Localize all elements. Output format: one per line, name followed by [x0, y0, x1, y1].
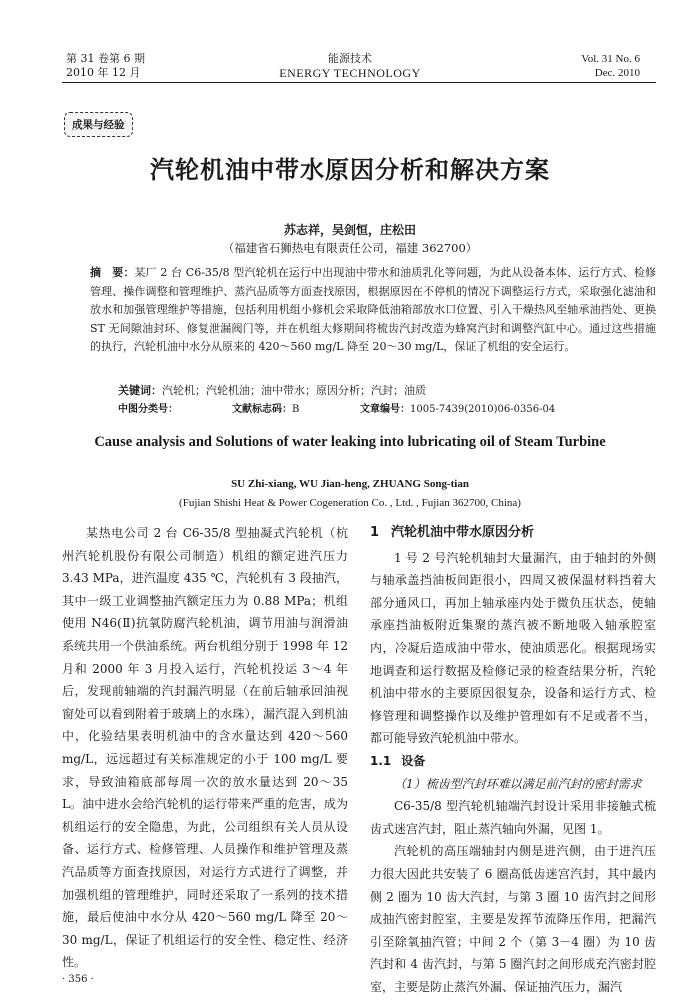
- article-number-label: 文章编号：: [360, 404, 410, 415]
- header-journal-en: ENERGY TECHNOLOGY: [279, 66, 421, 80]
- english-affiliation: (Fujian Shishi Heat & Power Cogeneration Co. , Ltd. , Fujian 362700, China): [179, 497, 521, 509]
- article-number-value: 1005-7439(2010)06-0356-04: [410, 404, 556, 415]
- header-date-en: Dec. 2010: [594, 67, 640, 79]
- clc-number: [118, 400, 178, 415]
- abstract-label: 摘 要：: [90, 266, 135, 279]
- article-number: [360, 400, 555, 415]
- article-title: 汽轮机油中带水原因分析和解决方案: [150, 156, 550, 184]
- section-number: 1: [370, 525, 380, 540]
- english-title: Cause analysis and Solutions of water leaking into lubricating oil of Steam Turbine: [94, 434, 606, 450]
- keywords: [118, 382, 426, 398]
- subsection-number: 1.1: [370, 753, 392, 768]
- header-volume: 第 31 卷第 6 期: [66, 52, 145, 65]
- section-title: 汽轮机油中带水原因分析: [391, 525, 535, 540]
- keywords-text: 汽轮机；汽轮机油；油中带水；原因分析；汽封；油质: [162, 384, 426, 397]
- intro-paragraph: 某热电公司 2 台 C6-35/8 型抽凝式汽轮机（杭州汽轮机股份有限公司制造）机组的额定进汽压力 3.43 MPa，进汽温度 435 ℃，汽轮机有 3 段抽汽，其中一级工业调整抽汽额定压力为 0.88 MPa；机组使用 N46(Ⅱ)抗氧防腐汽轮机油，调节用油与润滑油系统共用一个供油系统。两台机组分别于 1998 年 12 月和 2000 年 3 月投入运行，汽轮机投运 3～4 年后，发现前轴端的汽封漏汽明显（在前后轴承回油视窗处可以看到附着于玻璃上的水珠），漏汽混入到机油中，化验结果表明机油中的含水量达到 420～560 mg/L，远远超过有关标准规定的小于 100 mg/L 要求，导致油箱底部每周一次的放水量达到 20～35 L。油中进水会给汽轮机的运行带来严重的危害，成为机组运行的安全隐患，为此，公司组织有关人员从设备、运行方式、检修管理、人员操作和维护管理及蒸汽品质等方面查找原因，对运行方式进行了调整，并加强机组的管理维护，同时还采取了一系列的技术措施，最后使油中水分从 420～560 mg/L 降至 20～30 mg/L，保证了机组运行的安全性、稳定性、经济性。: [62, 526, 348, 970]
- doc-code-label: 文献标志码：: [232, 404, 292, 415]
- header-vol-no: Vol. 31 No. 6: [581, 53, 640, 65]
- header-rule: [62, 82, 656, 83]
- subsection-heading: [370, 750, 656, 773]
- page-number: · 356 ·: [62, 974, 94, 985]
- section-tag: 成果与经验: [64, 112, 133, 137]
- keywords-label: 关键词：: [118, 384, 162, 397]
- section-paragraph: 1 号 2 号汽轮机轴封大量漏汽，由于轴封的外侧与轴承盖挡油板间距很小，四周又被保温材料挡着大部分通风口，再加上轴承座内处于微负压状态，使轴承座挡油板附近集聚的蒸汽被不断地吸入轴承腔室内，冷凝后造成油中带水，使油质恶化。根据现场实地调查和运行数据及检修记录的检查结果分析，汽轮机油中带水的主要原因很复杂，设备和运行方式、检修管理和调整操作以及维护管理如有不足或者不当，都可能导致汽轮机油中带水。: [370, 550, 656, 746]
- document-code: [232, 400, 299, 415]
- seal-detail-paragraph: 汽轮机的高压端轴封内侧是进汽侧，由于进汽压力很大因此共安装了 6 圈高低齿迷宫汽封，其中最内侧 2 圈为 10 齿大汽封，与第 3 圈 10 齿汽封之间形成抽汽密封腔室，主要是发挥节流降压作用，把漏汽引至除氧抽汽管；中间 2 个（第 3－4 圈）为 10 齿汽封和 4 齿汽封，与第 5 圈汽封之间形成充汽密封腔室，主要是防止蒸汽外漏、保证抽汽压力，漏汽: [370, 844, 656, 994]
- header-journal-cn: 能源技术: [328, 52, 372, 65]
- english-authors: SU Zhi-xiang, WU Jian-heng, ZHUANG Song-tian: [231, 478, 469, 490]
- body-left-column: [62, 522, 348, 974]
- header-volume-en: [581, 52, 640, 80]
- subsection-title: 设备: [401, 753, 426, 768]
- body-right-column: [370, 522, 656, 998]
- article-affiliation: （福建省石狮热电有限责任公司，福建 362700）: [222, 241, 478, 255]
- clc-label: 中图分类号：: [118, 404, 178, 415]
- section-heading: [370, 522, 656, 545]
- abstract: [90, 264, 656, 357]
- sub-heading-paragraph: （1）梳齿型汽封环难以满足前汽封的密封需求: [394, 776, 642, 791]
- header-date: 2010 年 12 月: [66, 66, 141, 79]
- doc-code-value: B: [292, 404, 300, 415]
- article-authors: 苏志祥，吴剑恒，庄松田: [283, 223, 416, 237]
- seal-design-paragraph: C6-35/8 型汽轮机轴端汽封设计采用非接触式梳齿式迷宫汽封，阻止蒸汽轴向外漏，见图 1。: [370, 799, 656, 836]
- abstract-text: 某厂 2 台 C6-35/8 型汽轮机在运行中出现油中带水和油质乳化等问题，为此从设备本体、运行方式、检修管理、操作调整和管理维护、蒸汽品质等方面查找原因，根据原因在不停机的情况下调整运行方式，采取强化滤油和放水和加强管理维护等措施，包括利用机组小修机会采取降低油箱部放水口位置、引入干燥热风至轴承油挡处、更换 ST 无间隙油封环、修复泄漏阀门等，并在机组大修期间将梳齿汽封改造为蜂窝汽封和调整汽缸中心。通过这些措施的执行，汽轮机油中水分从原来的 420～560 mg/L 降至 20～30 mg/L，保证了机组的安全运行。: [90, 266, 656, 353]
